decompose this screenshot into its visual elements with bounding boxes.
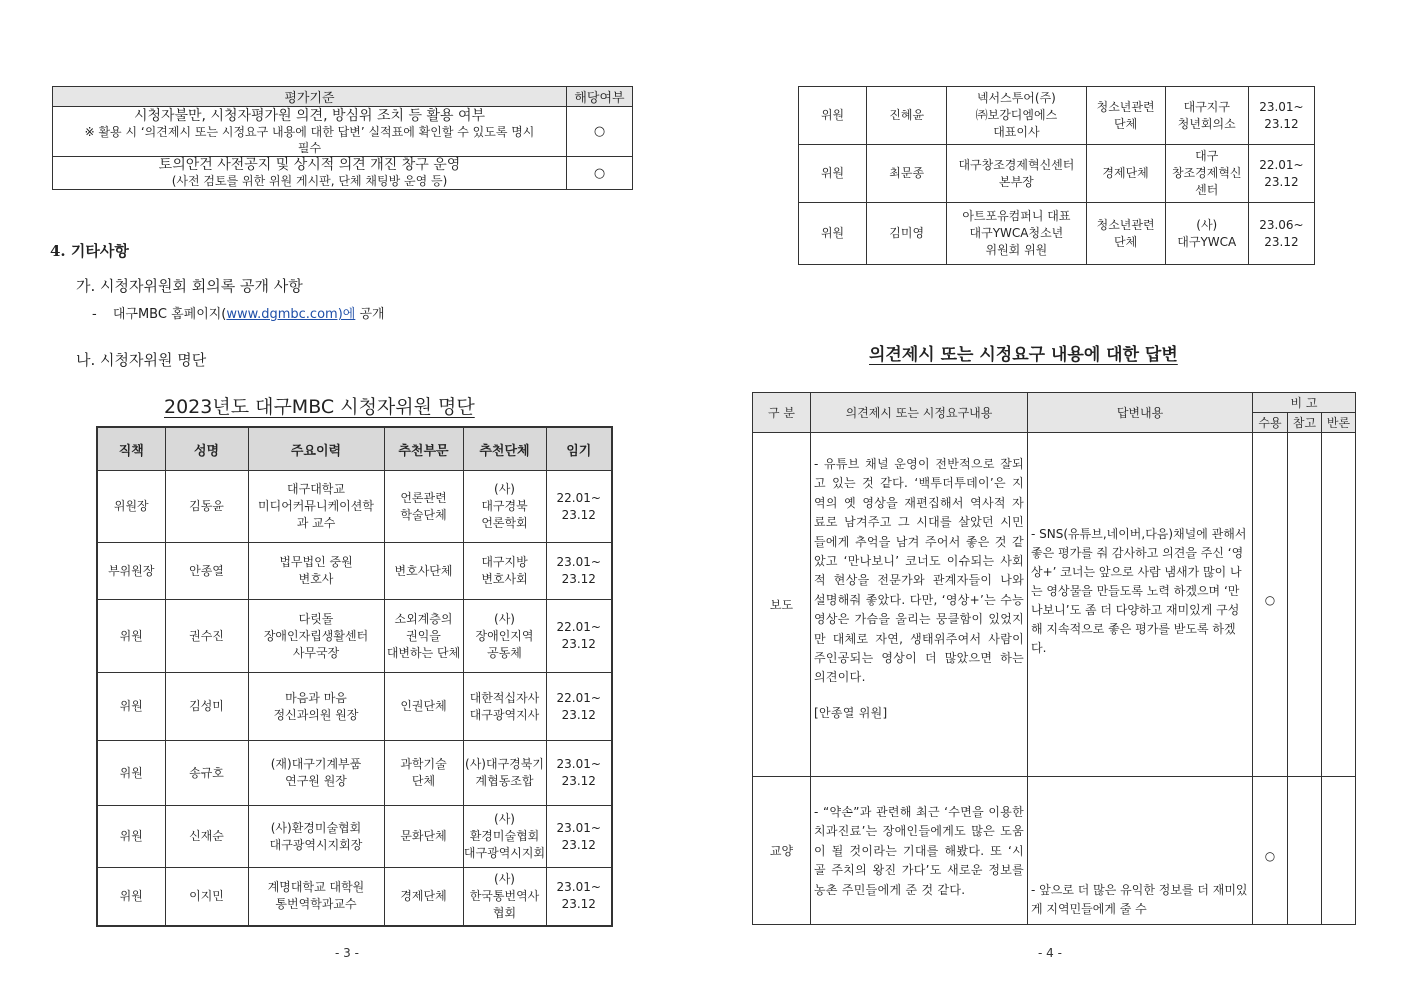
member-career <box>248 806 384 868</box>
member-sector <box>1086 87 1165 145</box>
section-heading: 4. 기타사항 <box>50 242 129 260</box>
member-name: 김동윤 <box>165 471 248 543</box>
member-career-line: 계명대학교 대학원 <box>267 880 365 895</box>
member-sector-line: 변호사단체 <box>394 563 453 578</box>
member-career <box>248 543 384 600</box>
member-sector-line: 단체 <box>1114 234 1138 249</box>
member-org-line: 센터 <box>1195 183 1219 197</box>
member-career <box>248 741 384 806</box>
member-career <box>947 203 1086 265</box>
bullet-text: 대구MBC 홈페이지( <box>112 307 227 322</box>
answer-reject-mark <box>1322 777 1356 925</box>
member-org <box>463 868 546 926</box>
page-number: - 4 - <box>1038 946 1062 960</box>
member-sector-line: 문화단체 <box>400 829 447 843</box>
member-term-line: 23.12 <box>561 837 596 852</box>
member-term-line: 23.12 <box>561 774 596 788</box>
member-sector-line: 경제단체 <box>400 888 447 903</box>
bullet-suffix: 공개 <box>355 307 385 322</box>
subsection-heading: 나. 시청자위원 명단 <box>76 351 207 369</box>
answer-reply: - 앞으로 더 많은 유익한 정보를 더 재미있게 지역민들에게 줄 수 <box>1028 777 1253 925</box>
header-org: 추천단체 <box>463 427 546 471</box>
member-career-line: 통번역학과교수 <box>275 897 357 912</box>
member-term-line: 23.12 <box>561 637 596 651</box>
member-name: 신재순 <box>165 806 248 868</box>
member-sector <box>384 471 463 543</box>
answer-opinion: - “약손”과 관련해 최근 ‘수면을 이용한 치과진료’는 장애인들에게도 많은 도움이 될 것이라는 기대를 해봤다. 또 ‘시골 주치의 왕진 가다’도 새로운 정보를 농촌 주민들에게 준 것 같다. <box>811 777 1028 925</box>
member-term-line: 23.12 <box>561 897 596 912</box>
member-career-line: ㈜보강디엠에스 <box>975 108 1058 122</box>
member-term-line: 23.12 <box>1264 116 1299 131</box>
page-number: - 3 - <box>335 946 359 960</box>
answer-reply: - SNS(유튜브,네이버,다음)채널에 관해서 좋은 평가를 줘 감사하고 의견을 주신 ‘영상+’ 코너는 앞으로 사람 냄새가 많이 나는 영상물을 만들도록 노력 하겠으며 ‘만나보니’도 좀 더 다양하고 재미있게 구성해 지속적으로 좋은 평가를 받도록 하겠다. <box>1028 433 1253 777</box>
members-header-row <box>97 427 612 471</box>
member-sector <box>384 806 463 868</box>
member-term-line: 23.01~ <box>556 820 601 835</box>
member-career-line: 아트포유컴퍼니 대표 <box>962 209 1071 223</box>
member-term-line: 23.12 <box>561 572 596 586</box>
member-career-line: 대표이사 <box>993 125 1040 139</box>
member-sector-line: 경제단체 <box>1102 166 1149 180</box>
member-term <box>1248 145 1314 203</box>
header-career: 주요이력 <box>248 427 384 471</box>
member-org <box>463 741 546 806</box>
member-org-line: 대구경북 <box>481 499 528 513</box>
member-org-line: 언론학회 <box>481 516 528 530</box>
member-term-line: 22.01~ <box>1259 157 1304 172</box>
member-org-line: (사) <box>494 812 515 826</box>
member-org <box>463 471 546 543</box>
member-name: 김미영 <box>867 203 947 265</box>
member-row <box>799 87 1315 145</box>
header-sector: 추천부문 <box>384 427 463 471</box>
member-org <box>1165 145 1248 203</box>
member-org-line: (사)대구경북기 <box>465 757 544 771</box>
criteria-row <box>53 107 633 157</box>
criteria-text: 토의안건 사전공지 및 상시적 의견 개진 창구 운영 <box>158 157 461 173</box>
criteria-header-applicable: 해당여부 <box>567 87 633 107</box>
criteria-header-row <box>53 87 633 107</box>
subsection-heading: 가. 시청자위원회 회의록 공개 사항 <box>76 277 303 295</box>
member-name: 진혜윤 <box>867 87 947 145</box>
member-term <box>546 673 612 741</box>
member-term <box>546 806 612 868</box>
answer-category: 교양 <box>753 777 811 925</box>
member-career-line: 과 교수 <box>296 516 336 530</box>
answer-author: [안종열 위원] <box>814 705 888 720</box>
answer-accept-mark: ○ <box>1253 777 1288 925</box>
member-term <box>546 471 612 543</box>
member-sector-line: 학술단체 <box>400 507 447 522</box>
member-term <box>546 868 612 926</box>
member-sector <box>384 600 463 673</box>
header-accept: 수용 <box>1253 413 1288 433</box>
member-term <box>1248 87 1314 145</box>
member-row <box>97 543 612 600</box>
member-sector-line: 과학기술 <box>400 757 447 771</box>
members-table <box>96 426 613 927</box>
member-org-line: 청년회의소 <box>1177 116 1236 131</box>
member-sector <box>384 673 463 741</box>
member-career <box>248 673 384 741</box>
members-table-continued <box>798 86 1315 265</box>
criteria-header-standard: 평가기준 <box>53 87 567 107</box>
header-term: 임기 <box>546 427 612 471</box>
header-reject: 반론 <box>1322 413 1356 433</box>
member-career-line: 사무국장 <box>292 645 340 660</box>
member-sector-line: 청소년관련 <box>1096 99 1155 114</box>
member-org-line: 대구YWCA <box>1177 234 1237 249</box>
member-career-line: 연구원 원장 <box>285 774 347 788</box>
member-org-line: 환경미술협회 <box>469 829 540 843</box>
answer-refer-mark <box>1288 777 1322 925</box>
answer-refer-mark <box>1288 433 1322 777</box>
member-career-line: (재)대구기계부품 <box>270 757 362 771</box>
member-org-line: (사) <box>1196 217 1218 232</box>
member-career <box>248 471 384 543</box>
member-org-line: 장애인지역 <box>475 628 534 643</box>
member-org-line: (사) <box>494 611 515 626</box>
answer-row <box>753 777 1356 925</box>
member-career-line: 대구광역시지회장 <box>269 837 363 852</box>
member-career-line: 대구YWCA청소년 <box>969 226 1064 240</box>
member-sector-line: 단체 <box>1114 116 1138 131</box>
member-org-line: 대구 <box>1195 149 1219 163</box>
criteria-row <box>53 157 633 190</box>
member-sector <box>1086 203 1165 265</box>
bullet-item <box>92 303 385 322</box>
member-career-line: 변호사 <box>298 572 334 586</box>
member-org-line: 대구광역시지회 <box>463 846 546 860</box>
member-career <box>248 600 384 673</box>
member-org-line: 협회 <box>492 905 517 920</box>
answer-row <box>753 433 1356 777</box>
answers-table <box>752 392 1356 925</box>
member-org-line: 대한적십자사 <box>469 690 540 705</box>
header-category: 구 분 <box>753 393 811 433</box>
criteria-note: (사전 검토를 위한 위원 게시판, 단체 채팅방 운영 등) <box>171 174 448 188</box>
member-role: 위원 <box>97 868 165 926</box>
member-name: 최문종 <box>867 145 947 203</box>
member-term <box>546 741 612 806</box>
member-org <box>463 806 546 868</box>
member-career-line: 다릿돌 <box>298 611 334 626</box>
member-org-line: 창조경제혁신 <box>1171 166 1242 180</box>
member-term-line: 23.12 <box>1264 234 1299 249</box>
criteria-mark: ○ <box>567 107 633 157</box>
member-name: 안종열 <box>165 543 248 600</box>
member-role: 위원 <box>799 203 867 265</box>
member-org-line: (사) <box>494 871 515 886</box>
member-row <box>97 673 612 741</box>
member-sector <box>384 868 463 926</box>
member-sector-line: 단체 <box>411 774 436 788</box>
member-org-line: 공동체 <box>487 645 522 660</box>
member-career-line: 넥서스투어(주) <box>976 91 1056 105</box>
member-career-line: 위원회 위원 <box>985 243 1048 257</box>
member-term-line: 22.01~ <box>556 620 601 634</box>
header-refer: 참고 <box>1288 413 1322 433</box>
bullet-dash: - <box>92 307 97 322</box>
header-opinion: 의견제시 또는 시정요구내용 <box>811 393 1028 433</box>
answer-accept-mark: ○ <box>1253 433 1288 777</box>
header-remarks: 비 고 <box>1253 393 1356 413</box>
criteria-note: ※ 활용 시 ‘의견제시 또는 시정요구 내용에 대한 답변’ 실적표에 확인할 수 있도록 명시 <box>84 124 535 139</box>
member-term-line: 23.01~ <box>556 880 601 895</box>
answer-opinion: - 유튜브 채널 운영이 전반적으로 잘되고 있는 것 같다. ‘백투더투데이’은 지역의 옛 영상을 재편집해서 역사적 자료로 남겨주고 그 시대를 살았던 시민들에게 추억을 남겨 주어서 좋은 것 같았고 ‘만나보니’ 코너도 이슈되는 사회적 현상을 전문가와 관계자들이 나와 설명해줘 좋았다. 다만, ‘영상+’는 수능 영상은 가슴을 울리는 뭉클함이 있었지만 대체로 자연, 생태위주여서 사람이 주인공되는 영상이 더 많았으면 하는 의견이다. <box>814 457 1024 685</box>
member-sector-line: 대변하는 단체 <box>386 645 461 660</box>
member-career-line: 대구창조경제혁신센터 <box>958 157 1075 172</box>
member-career-line: 대구대학교 <box>287 482 345 496</box>
member-row <box>97 600 612 673</box>
member-row <box>97 868 612 926</box>
member-org-line: 변호사회 <box>481 572 528 586</box>
member-career-line: 장애인자립생활센터 <box>263 628 369 643</box>
member-org-line: 계협동조합 <box>475 774 534 788</box>
member-row <box>97 471 612 543</box>
member-role: 위원 <box>799 145 867 203</box>
answer-category: 보도 <box>753 433 811 777</box>
member-name: 권수진 <box>165 600 248 673</box>
member-org-line: 대구지구 <box>1183 99 1230 114</box>
member-role: 위원장 <box>97 471 165 543</box>
member-org <box>463 673 546 741</box>
member-sector-line: 소외계층의 <box>394 611 453 626</box>
member-row <box>97 806 612 868</box>
member-role: 부위원장 <box>97 543 165 600</box>
member-term-line: 23.12 <box>561 707 596 722</box>
member-sector <box>384 741 463 806</box>
member-career <box>947 145 1086 203</box>
member-sector-line: 언론관련 <box>400 490 447 505</box>
member-term-line: 23.01~ <box>1259 99 1304 114</box>
member-name: 이지민 <box>165 868 248 926</box>
member-term <box>546 600 612 673</box>
member-sector <box>1086 145 1165 203</box>
homepage-link[interactable]: www.dgmbc.com)에 <box>226 307 356 322</box>
member-org-line: 대구지방 <box>481 555 528 569</box>
member-sector-line: 권익을 <box>406 628 441 643</box>
member-term-line: 23.01~ <box>556 555 601 569</box>
member-term-line: 22.01~ <box>556 490 601 505</box>
criteria-mark: ○ <box>567 157 633 190</box>
member-org <box>1165 87 1248 145</box>
member-role: 위원 <box>799 87 867 145</box>
answer-reject-mark <box>1322 433 1356 777</box>
answers-title: 의견제시 또는 시정요구 내용에 대한 답변 <box>869 345 1178 365</box>
criteria-table <box>52 86 633 190</box>
member-term <box>1248 203 1314 265</box>
member-role: 위원 <box>97 741 165 806</box>
members-title: 2023년도 대구MBC 시청자위원 명단 <box>164 396 475 418</box>
header-reply: 답변내용 <box>1028 393 1253 433</box>
member-row <box>799 145 1315 203</box>
member-role: 위원 <box>97 600 165 673</box>
member-career-line: 정신과의원 원장 <box>273 707 359 722</box>
header-name: 성명 <box>165 427 248 471</box>
member-row <box>799 203 1315 265</box>
header-role: 직책 <box>97 427 165 471</box>
member-sector <box>384 543 463 600</box>
member-career-line: 마음과 마음 <box>285 690 347 705</box>
member-term-line: 23.12 <box>561 507 596 522</box>
member-name: 송규호 <box>165 741 248 806</box>
member-sector-line: 인권단체 <box>400 699 447 713</box>
member-term-line: 23.12 <box>1264 174 1299 189</box>
member-org-line: (사) <box>494 482 515 496</box>
member-career <box>947 87 1086 145</box>
member-org-line: 한국통번역사 <box>469 888 540 903</box>
member-career-line: 미디어커뮤니케이션학 <box>258 499 374 513</box>
member-career-line: 본부장 <box>999 174 1034 189</box>
member-role: 위원 <box>97 673 165 741</box>
member-row <box>97 741 612 806</box>
member-org <box>1165 203 1248 265</box>
member-career-line: (사)환경미술협회 <box>270 820 362 835</box>
criteria-note-cont: 필수 <box>297 140 322 155</box>
member-org <box>463 600 546 673</box>
member-career-line: 법무법인 중원 <box>279 555 353 569</box>
member-org-line: 대구광역지사 <box>469 707 540 722</box>
member-term-line: 23.06~ <box>1259 217 1304 232</box>
criteria-text: 시청자불만, 시청자평가원 의견, 방심위 조치 등 활용 여부 <box>133 107 486 124</box>
member-sector-line: 청소년관련 <box>1096 217 1155 232</box>
member-term <box>546 543 612 600</box>
member-role: 위원 <box>97 806 165 868</box>
member-org <box>463 543 546 600</box>
member-term-line: 22.01~ <box>556 690 601 705</box>
member-name: 김성미 <box>165 673 248 741</box>
member-term-line: 23.01~ <box>556 757 601 771</box>
member-career <box>248 868 384 926</box>
